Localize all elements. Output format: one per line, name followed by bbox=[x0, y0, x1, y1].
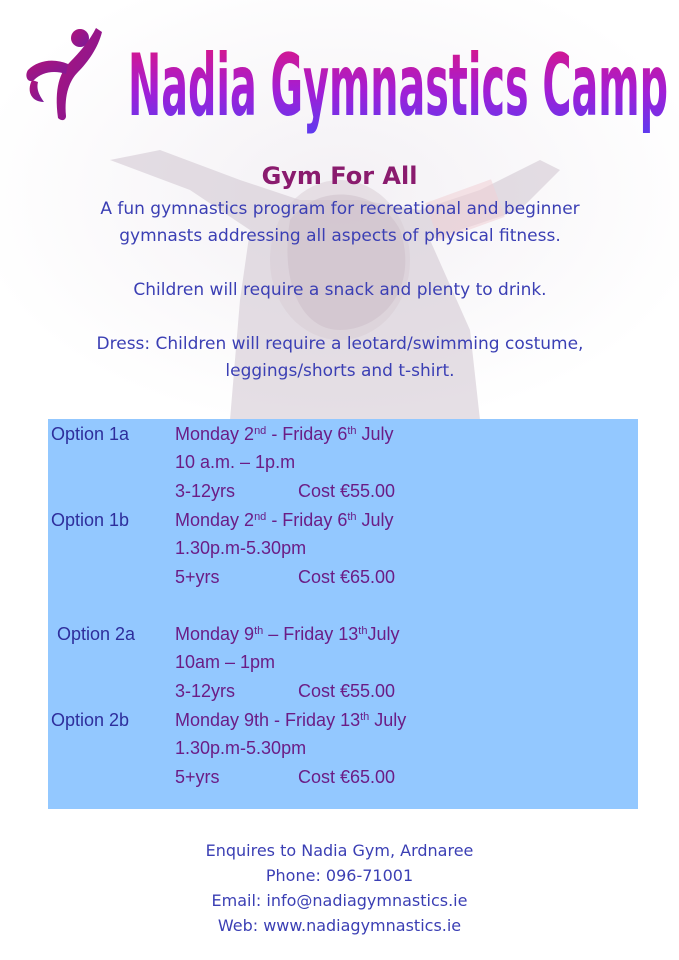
contact-info bbox=[0, 838, 679, 938]
option-time: 1.30p.m-5.30pm bbox=[175, 538, 307, 558]
snack-note: Children will require a snack and plenty to drink. bbox=[133, 280, 547, 300]
option-label: Option 2a bbox=[57, 624, 136, 644]
option-time: 1.30p.m-5.30pm bbox=[175, 738, 307, 758]
option-time: 10am – 1pm bbox=[175, 652, 276, 672]
option-age: 5+yrs bbox=[175, 567, 220, 587]
schedule-box bbox=[48, 419, 638, 809]
option-age: 3-12yrs bbox=[175, 681, 236, 701]
gymnast-logo bbox=[18, 18, 113, 128]
option-age: 3-12yrs bbox=[175, 481, 236, 501]
dress-line-2: leggings/shorts and t-shirt. bbox=[225, 361, 455, 381]
option-dates: Monday 2nd - Friday 6th July bbox=[175, 424, 394, 444]
email-line[interactable]: Email: info@nadiagymnastics.ie bbox=[211, 891, 468, 910]
subtitle: Gym For All bbox=[261, 162, 418, 190]
option-dates: Monday 9th - Friday 13th July bbox=[175, 710, 407, 730]
intro-line-1: A fun gymnastics program for recreational and beginner bbox=[100, 199, 580, 219]
option-age: 5+yrs bbox=[175, 767, 220, 787]
option-cost: Cost €55.00 bbox=[298, 681, 396, 701]
option-dates: Monday 9th – Friday 13thJuly bbox=[175, 624, 400, 644]
option-dates: Monday 2nd - Friday 6th July bbox=[175, 510, 394, 530]
web-line[interactable]: Web: www.nadiagymnastics.ie bbox=[217, 916, 462, 935]
option-time: 10 a.m. – 1p.m bbox=[175, 452, 296, 472]
enquiries-line: Enquires to Nadia Gym, Ardnaree bbox=[205, 841, 474, 860]
dress-line-1: Dress: Children will require a leotard/swimming costume, bbox=[96, 334, 584, 354]
option-cost: Cost €55.00 bbox=[298, 481, 396, 501]
option-cost: Cost €65.00 bbox=[298, 767, 396, 787]
header bbox=[18, 8, 668, 158]
option-label: Option 2b bbox=[51, 710, 130, 730]
title-text: Nadia Gymnastics Camp bbox=[128, 36, 668, 136]
intro-line-2: gymnasts addressing all aspects of physical fitness. bbox=[119, 226, 561, 246]
option-label: Option 1b bbox=[51, 510, 130, 530]
camp-title bbox=[118, 10, 678, 160]
option-cost: Cost €65.00 bbox=[298, 567, 396, 587]
phone-line: Phone: 096-71001 bbox=[265, 866, 414, 885]
intro-text bbox=[40, 196, 640, 412]
option-label: Option 1a bbox=[51, 424, 130, 444]
